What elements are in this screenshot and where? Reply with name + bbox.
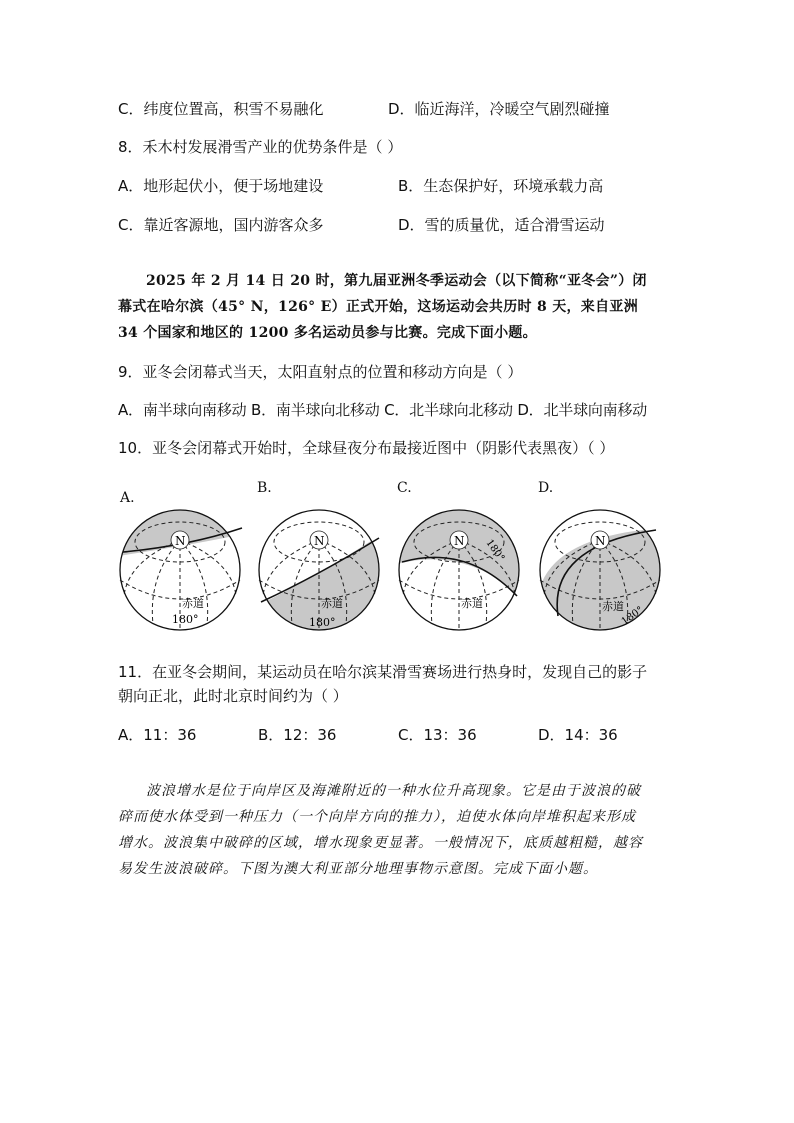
globe-d — [538, 506, 663, 634]
globe-c — [397, 506, 522, 634]
equator-label: 赤道 — [461, 597, 483, 610]
north-pole-label: N — [175, 534, 186, 548]
q8-option-d: D．雪的质量优，适合滑雪运动 — [398, 216, 605, 234]
q11-option-a: A．11：36 — [118, 726, 197, 744]
north-pole-label: N — [454, 534, 465, 548]
q9-options: A．南半球向南移动 B．南半球向北移动 C．北半球向北移动 D．北半球向南移动 — [118, 401, 648, 419]
passage-1-line: 34 个国家和地区的 1200 多名运动员参与比赛。完成下面小题。 — [118, 325, 537, 341]
q11-stem-line-1: 11．在亚冬会期间，某运动员在哈尔滨某滑雪赛场进行热身时，发现自己的影子 — [118, 663, 648, 681]
q10-stem: 10．亚冬会闭幕式开始时，全球昼夜分布最接近图中（阴影代表黑夜）（ ） — [118, 439, 615, 457]
north-pole-label: N — [314, 534, 325, 548]
equator-label: 赤道 — [182, 597, 204, 610]
q11-stem-line-2: 朝向正北，此时北京时间约为（ ） — [118, 687, 348, 705]
passage-2 — [118, 778, 678, 882]
q8-option-b: B．生态保护好，环境承载力高 — [398, 177, 604, 195]
globe-d-label: D. — [538, 480, 554, 496]
q8-option-c: C．靠近客源地，国内游客众多 — [118, 216, 324, 234]
passage-1-line: 2025 年 2 月 14 日 20 时，第九届亚洲冬季运动会（以下简称“亚冬会”）闭 — [146, 273, 647, 289]
passage-2-line: 易发生波浪破碎。下图为澳大利亚部分地理事物示意图。完成下面小题。 — [118, 861, 598, 877]
meridian-label: 180° — [309, 616, 336, 629]
equator-label: 赤道 — [321, 597, 343, 610]
globe-a — [118, 506, 243, 634]
passage-2-line: 碎而使水体受到一种压力（一个向岸方向的推力），迫使水体向岸堆积起来形成 — [118, 809, 636, 825]
globe-b — [257, 506, 382, 634]
q8-stem: 8．禾木村发展滑雪产业的优势条件是（ ） — [118, 138, 403, 156]
q11-option-c: C．13：36 — [398, 726, 477, 744]
q8-option-a: A．地形起伏小，便于场地建设 — [118, 177, 324, 195]
passage-1 — [118, 268, 678, 346]
meridian-label: 180° — [172, 613, 199, 626]
equator-label: 赤道 — [602, 600, 624, 613]
passage-2-line: 增水。波浪集中破碎的区域，增水现象更显著。一般情况下，底质越粗糙，越容 — [118, 835, 643, 851]
q11-option-b: B．12：36 — [258, 726, 337, 744]
north-pole-label: N — [595, 534, 606, 548]
globe-c-label: C. — [397, 480, 412, 496]
meridian-label: 180° — [483, 537, 507, 564]
q9-stem: 9．亚冬会闭幕式当天，太阳直射点的位置和移动方向是（ ） — [118, 363, 523, 381]
meridian-label: 180° — [619, 604, 646, 628]
passage-1-line: 幕式在哈尔滨（45° N，126° E）正式开始，这场运动会共历时 8 天，来自亚洲 — [118, 299, 639, 315]
passage-2-line: 波浪增水是位于向岸区及海滩附近的一种水位升高现象。它是由于波浪的破 — [146, 783, 641, 799]
globe-b-label: B. — [257, 480, 272, 496]
q7-option-c: C．纬度位置高，积雪不易融化 — [118, 100, 324, 118]
globe-a-label: A. — [120, 490, 135, 506]
q7-option-d: D．临近海洋，冷暖空气剧烈碰撞 — [388, 100, 610, 118]
q11-option-d: D．14：36 — [538, 726, 618, 744]
